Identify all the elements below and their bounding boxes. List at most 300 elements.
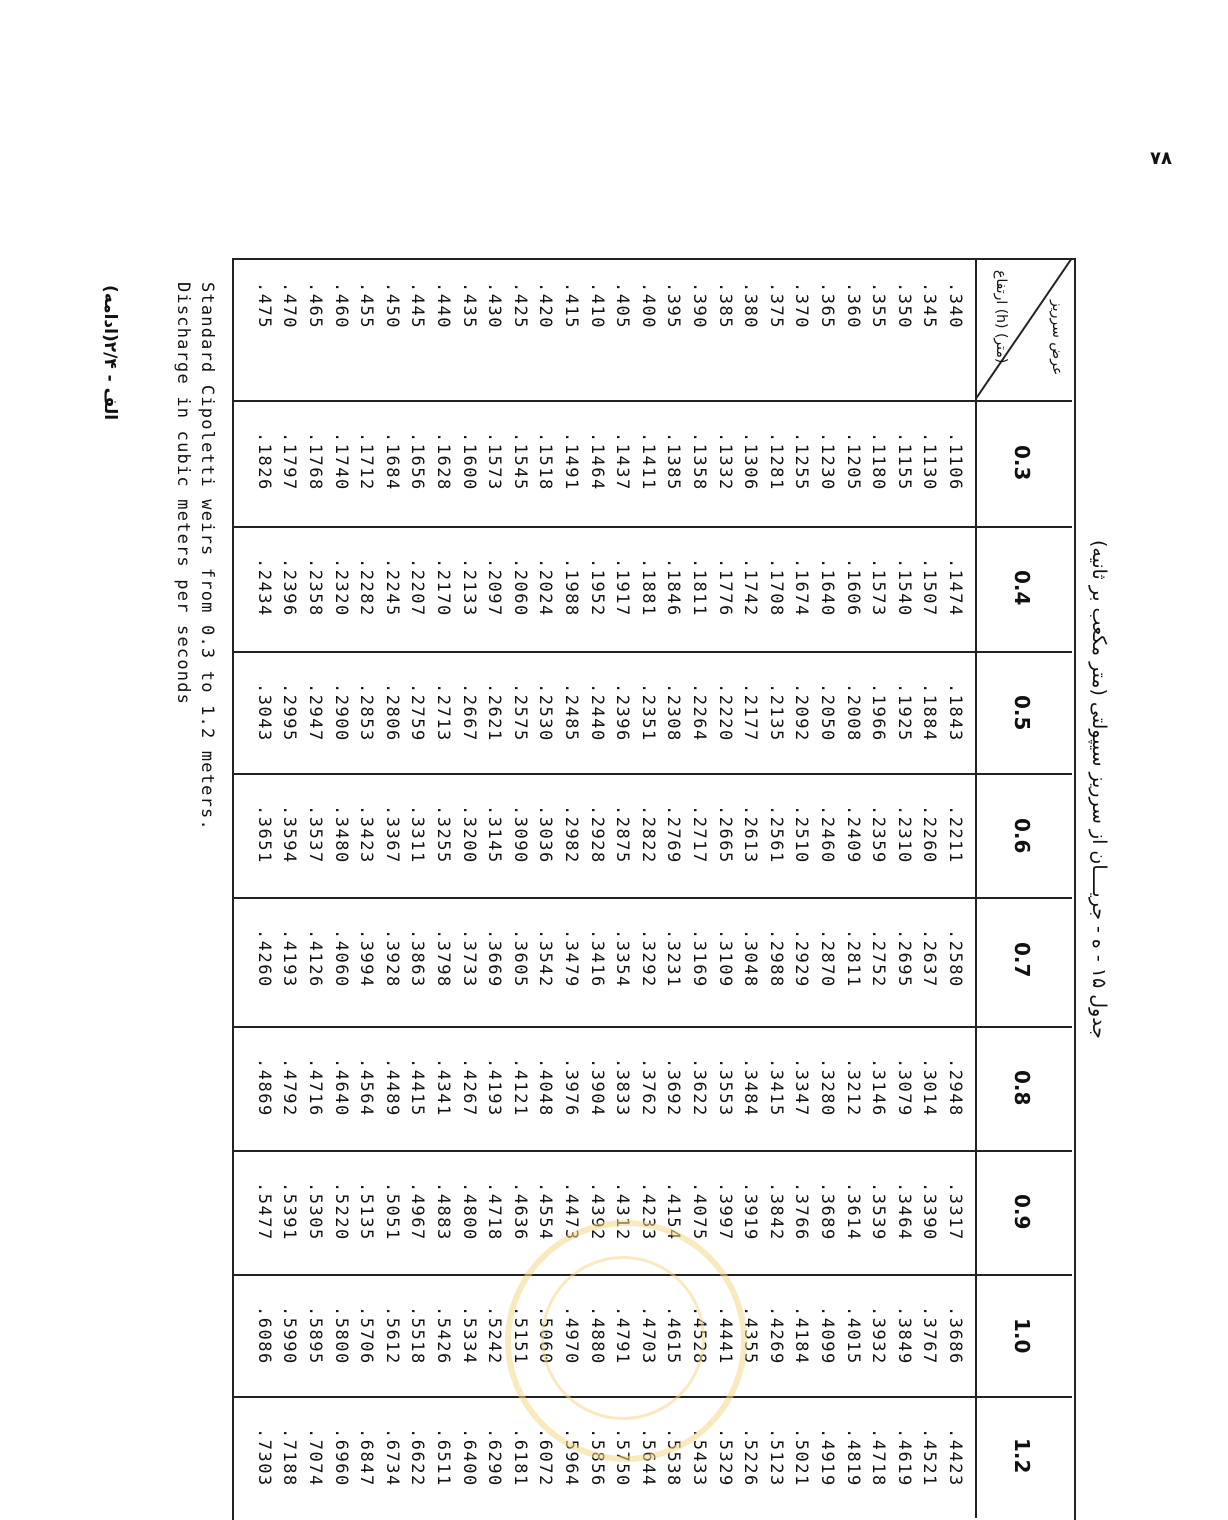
discharge-cell: .2440 <box>586 683 607 742</box>
discharge-cell: .2613 <box>740 805 761 864</box>
height-cell: .360 <box>842 282 863 329</box>
discharge-cell: .1640 <box>817 558 837 617</box>
discharge-cell: .4489 <box>381 1058 402 1117</box>
discharge-cell: .4792 <box>279 1058 300 1117</box>
discharge-cell: .1966 <box>868 683 889 742</box>
discharge-cell: .4819 <box>842 1428 863 1487</box>
discharge-cell: .2995 <box>279 683 300 742</box>
discharge-cell: .1740 <box>330 432 351 491</box>
discharge-cell: .1573 <box>484 432 505 491</box>
height-cell: .435 <box>458 282 479 329</box>
discharge-cell: .2530 <box>535 683 556 742</box>
discharge-cell: .3651 <box>253 805 274 864</box>
height-cell: .350 <box>893 282 914 329</box>
discharge-cell: .1952 <box>586 558 607 617</box>
discharge-cell: .3048 <box>740 929 761 988</box>
discharge-cell: .1230 <box>817 432 837 491</box>
discharge-cell: .3798 <box>433 929 453 988</box>
discharge-cell: .2260 <box>919 805 940 864</box>
discharge-cell: .1573 <box>868 558 889 617</box>
discharge-cell: .5895 <box>305 1306 325 1365</box>
discharge-cell: .2310 <box>893 805 914 864</box>
discharge-cell: .2875 <box>612 805 633 864</box>
discharge-cell: .6072 <box>535 1428 556 1487</box>
discharge-cell: .2947 <box>305 683 325 742</box>
discharge-cell: .4260 <box>253 929 274 988</box>
discharge-cell: .2769 <box>663 805 684 864</box>
discharge-cell: .1674 <box>791 558 812 617</box>
height-cell: .440 <box>433 282 453 329</box>
discharge-cell: .4718 <box>868 1428 889 1487</box>
discharge-cell: .3542 <box>535 929 556 988</box>
discharge-cell: .2170 <box>433 558 453 617</box>
discharge-cell: .6400 <box>458 1428 479 1487</box>
discharge-cell: .5334 <box>458 1306 479 1365</box>
discharge-cell: .3079 <box>893 1058 914 1117</box>
discharge-cell: .5021 <box>791 1428 812 1487</box>
discharge-cell: .1708 <box>765 558 786 617</box>
discharge-cell: .2264 <box>689 683 709 742</box>
page-number: ۷۸ <box>1150 148 1172 169</box>
discharge-cell: .2713 <box>433 683 453 742</box>
discharge-cell: .4126 <box>305 929 325 988</box>
discharge-cell: .4619 <box>893 1428 914 1487</box>
discharge-cell: .5990 <box>279 1306 300 1365</box>
discharge-cell: .3423 <box>356 805 377 864</box>
discharge-cell: .1797 <box>279 432 300 491</box>
discharge-cell: .7303 <box>253 1428 274 1487</box>
column-divider <box>232 773 1072 775</box>
discharge-cell: .2050 <box>817 683 837 742</box>
discharge-cell: .3614 <box>842 1182 863 1241</box>
discharge-cell: .1474 <box>945 558 965 617</box>
discharge-cell: .4716 <box>305 1058 325 1117</box>
discharge-cell: .5151 <box>509 1306 530 1365</box>
column-header-0.9: 0.9 <box>1010 1194 1034 1230</box>
discharge-cell: .1742 <box>740 558 761 617</box>
discharge-cell: .2870 <box>817 929 837 988</box>
discharge-cell: .4967 <box>407 1182 428 1241</box>
discharge-cell: .1255 <box>791 432 812 491</box>
height-cell: .405 <box>612 282 633 329</box>
height-cell: .475 <box>253 282 274 329</box>
discharge-cell: .3689 <box>817 1182 837 1241</box>
discharge-cell: .5051 <box>381 1182 402 1241</box>
discharge-cell: .5750 <box>612 1428 633 1487</box>
discharge-cell: .4015 <box>842 1306 863 1365</box>
discharge-cell: .2008 <box>842 683 863 742</box>
discharge-cell: .2409 <box>842 805 863 864</box>
discharge-cell: .6847 <box>356 1428 377 1487</box>
discharge-cell: .5220 <box>330 1182 351 1241</box>
discharge-cell: .3280 <box>817 1058 837 1117</box>
discharge-cell: .1656 <box>407 432 428 491</box>
discharge-cell: .1332 <box>714 432 735 491</box>
discharge-cell: .3200 <box>458 805 479 864</box>
discharge-cell: .3480 <box>330 805 351 864</box>
discharge-cell: .1768 <box>305 432 325 491</box>
discharge-cell: .5964 <box>561 1428 581 1487</box>
discharge-cell: .5612 <box>381 1306 402 1365</box>
discharge-cell: .3733 <box>458 929 479 988</box>
discharge-cell: .4883 <box>433 1182 453 1241</box>
discharge-cell: .2948 <box>945 1058 965 1117</box>
discharge-cell: .1846 <box>663 558 684 617</box>
discharge-cell: .1155 <box>893 432 914 491</box>
discharge-cell: .3464 <box>893 1182 914 1241</box>
height-cell: .410 <box>586 282 607 329</box>
discharge-cell: .4193 <box>279 929 300 988</box>
discharge-cell: .2928 <box>586 805 607 864</box>
discharge-cell: .2211 <box>945 805 965 864</box>
discharge-cell: .2752 <box>868 929 889 988</box>
height-cell: .375 <box>765 282 786 329</box>
column-header-1.0: 1.0 <box>1010 1318 1034 1354</box>
height-cell: .380 <box>740 282 761 329</box>
caption-line-2: Discharge in cubic meters per seconds <box>173 282 193 706</box>
discharge-cell: .4060 <box>330 929 351 988</box>
discharge-cell: .4640 <box>330 1058 351 1117</box>
discharge-cell: .3997 <box>714 1182 735 1241</box>
discharge-cell: .5433 <box>689 1428 709 1487</box>
discharge-cell: .2024 <box>535 558 556 617</box>
discharge-cell: .2092 <box>791 683 812 742</box>
discharge-cell: .2822 <box>637 805 658 864</box>
discharge-cell: .4267 <box>458 1058 479 1117</box>
discharge-cell: .2359 <box>868 805 889 864</box>
discharge-cell: .3904 <box>586 1058 607 1117</box>
column-header-0.5: 0.5 <box>1010 695 1034 731</box>
discharge-cell: .4880 <box>586 1306 607 1365</box>
discharge-cell: .6622 <box>407 1428 428 1487</box>
discharge-cell: .3833 <box>612 1058 633 1117</box>
discharge-cell: .2575 <box>509 683 530 742</box>
discharge-cell: .1628 <box>433 432 453 491</box>
discharge-cell: .3976 <box>561 1058 581 1117</box>
discharge-cell: .2177 <box>740 683 761 742</box>
discharge-cell: .3692 <box>663 1058 684 1117</box>
column-divider <box>232 526 1072 528</box>
discharge-cell: .4423 <box>945 1428 965 1487</box>
discharge-cell: .2580 <box>945 929 965 988</box>
discharge-cell: .2396 <box>612 683 633 742</box>
height-cell: .370 <box>791 282 812 329</box>
discharge-cell: .4636 <box>509 1182 530 1241</box>
discharge-cell: .4099 <box>817 1306 837 1365</box>
discharge-cell: .3594 <box>279 805 300 864</box>
discharge-cell: .3390 <box>919 1182 940 1241</box>
discharge-cell: .2396 <box>279 558 300 617</box>
discharge-cell: .2759 <box>407 683 428 742</box>
discharge-cell: .2097 <box>484 558 505 617</box>
discharge-cell: .4970 <box>561 1306 581 1365</box>
height-cell: .425 <box>509 282 530 329</box>
discharge-cell: .4554 <box>535 1182 556 1241</box>
discharge-cell: .1518 <box>535 432 556 491</box>
discharge-cell: .3292 <box>637 929 658 988</box>
discharge-cell: .6960 <box>330 1428 351 1487</box>
discharge-cell: .3145 <box>484 805 505 864</box>
discharge-cell: .6086 <box>253 1306 274 1365</box>
discharge-cell: .2245 <box>381 558 402 617</box>
discharge-cell: .4528 <box>689 1306 709 1365</box>
discharge-cell: .4312 <box>612 1182 633 1241</box>
discharge-cell: .4154 <box>663 1182 684 1241</box>
discharge-cell: .1712 <box>356 432 377 491</box>
discharge-cell: .1358 <box>689 432 709 491</box>
height-cell: .455 <box>356 282 377 329</box>
column-divider <box>232 897 1072 899</box>
discharge-cell: .4718 <box>484 1182 505 1241</box>
discharge-cell: .4233 <box>637 1182 658 1241</box>
discharge-cell: .2637 <box>919 929 940 988</box>
discharge-cell: .5426 <box>433 1306 453 1365</box>
discharge-cell: .1881 <box>637 558 658 617</box>
discharge-cell: .3416 <box>586 929 607 988</box>
discharge-cell: .4564 <box>356 1058 377 1117</box>
discharge-cell: .3479 <box>561 929 581 988</box>
discharge-cell: .7188 <box>279 1428 300 1487</box>
table-number-caption: الف - ۲/۴(ادامه) <box>100 285 120 421</box>
column-header-1.2: 1.2 <box>1010 1438 1034 1474</box>
discharge-cell: .1411 <box>637 432 658 491</box>
discharge-cell: .5135 <box>356 1182 377 1241</box>
discharge-cell: .2351 <box>637 683 658 742</box>
height-cell: .365 <box>817 282 837 329</box>
discharge-cell: .4341 <box>433 1058 453 1117</box>
discharge-cell: .4392 <box>586 1182 607 1241</box>
discharge-cell: .1826 <box>253 432 274 491</box>
discharge-cell: .1811 <box>689 558 709 617</box>
column-divider <box>232 400 1072 402</box>
discharge-cell: .3109 <box>714 929 735 988</box>
discharge-cell: .2853 <box>356 683 377 742</box>
discharge-cell: .1464 <box>586 432 607 491</box>
column-divider <box>232 1026 1072 1028</box>
discharge-cell: .3539 <box>868 1182 889 1241</box>
height-cell: .355 <box>868 282 889 329</box>
discharge-cell: .1917 <box>612 558 633 617</box>
height-cell: .465 <box>305 282 325 329</box>
discharge-cell: .4355 <box>740 1306 761 1365</box>
discharge-cell: .2485 <box>561 683 581 742</box>
column-header-0.4: 0.4 <box>1010 570 1034 606</box>
discharge-cell: .1491 <box>561 432 581 491</box>
discharge-cell: .5856 <box>586 1428 607 1487</box>
discharge-cell: .4193 <box>484 1058 505 1117</box>
discharge-cell: .2320 <box>330 558 351 617</box>
discharge-cell: .1540 <box>893 558 914 617</box>
discharge-cell: .2900 <box>330 683 351 742</box>
discharge-cell: .2135 <box>765 683 786 742</box>
discharge-cell: .1437 <box>612 432 633 491</box>
discharge-cell: .5060 <box>535 1306 556 1365</box>
discharge-cell: .5477 <box>253 1182 274 1241</box>
discharge-cell: .2207 <box>407 558 428 617</box>
discharge-cell: .5226 <box>740 1428 761 1487</box>
column-divider <box>232 651 1072 653</box>
discharge-cell: .1925 <box>893 683 914 742</box>
column-header-0.7: 0.7 <box>1010 942 1034 978</box>
height-cell: .460 <box>330 282 351 329</box>
height-cell: .445 <box>407 282 428 329</box>
watermark-stamp <box>505 1220 747 1462</box>
discharge-cell: .2806 <box>381 683 402 742</box>
discharge-cell: .3669 <box>484 929 505 988</box>
discharge-cell: .5706 <box>356 1306 377 1365</box>
column-header-0.6: 0.6 <box>1010 818 1034 854</box>
discharge-cell: .2434 <box>253 558 274 617</box>
discharge-cell: .3863 <box>407 929 428 988</box>
discharge-cell: .1205 <box>842 432 863 491</box>
discharge-cell: .3767 <box>919 1306 940 1365</box>
discharge-cell: .1106 <box>945 432 965 491</box>
discharge-cell: .3928 <box>381 929 402 988</box>
discharge-cell: .4919 <box>817 1428 837 1487</box>
discharge-cell: .3354 <box>612 929 633 988</box>
discharge-cell: .4269 <box>765 1306 786 1365</box>
height-cell: .430 <box>484 282 505 329</box>
discharge-cell: .4615 <box>663 1306 684 1365</box>
discharge-cell: .3212 <box>842 1058 863 1117</box>
discharge-cell: .1281 <box>765 432 786 491</box>
discharge-cell: .3842 <box>765 1182 786 1241</box>
discharge-cell: .3537 <box>305 805 325 864</box>
corner-header-top: عرض سرریز <box>1049 300 1065 376</box>
discharge-cell: .2667 <box>458 683 479 742</box>
discharge-cell: .3014 <box>919 1058 940 1117</box>
discharge-cell: .1988 <box>561 558 581 617</box>
column-header-0.3: 0.3 <box>1010 445 1034 481</box>
discharge-cell: .5123 <box>765 1428 786 1487</box>
discharge-cell: .2695 <box>893 929 914 988</box>
discharge-cell: .2665 <box>714 805 735 864</box>
discharge-cell: .2929 <box>791 929 812 988</box>
discharge-cell: .1385 <box>663 432 684 491</box>
column-divider <box>232 1150 1072 1152</box>
discharge-cell: .1776 <box>714 558 735 617</box>
header-row-separator <box>975 258 977 1518</box>
discharge-cell: .3766 <box>791 1182 812 1241</box>
discharge-cell: .3367 <box>381 805 402 864</box>
discharge-cell: .3686 <box>945 1306 965 1365</box>
discharge-cell: .3036 <box>535 805 556 864</box>
discharge-cell: .2460 <box>817 805 837 864</box>
discharge-cell: .2060 <box>509 558 530 617</box>
height-cell: .415 <box>561 282 581 329</box>
discharge-cell: .2282 <box>356 558 377 617</box>
discharge-cell: .1884 <box>919 683 940 742</box>
discharge-cell: .4184 <box>791 1306 812 1365</box>
discharge-cell: .6290 <box>484 1428 505 1487</box>
discharge-cell: .2308 <box>663 683 684 742</box>
discharge-cell: .1130 <box>919 432 940 491</box>
discharge-cell: .1684 <box>381 432 402 491</box>
discharge-cell: .2982 <box>561 805 581 864</box>
discharge-cell: .3347 <box>791 1058 812 1117</box>
discharge-cell: .3146 <box>868 1058 889 1117</box>
discharge-cell: .5329 <box>714 1428 735 1487</box>
table-title: جدول ۱۵ - ه - جریــــان از سرریز سیپولتی (متر مکعب بر ثانیه) <box>1088 540 1110 1039</box>
discharge-cell: .7074 <box>305 1428 325 1487</box>
discharge-cell: .1600 <box>458 432 479 491</box>
height-cell: .345 <box>919 282 940 329</box>
discharge-cell: .2358 <box>305 558 325 617</box>
discharge-cell: .4800 <box>458 1182 479 1241</box>
caption-line-1: Standard Cipoletti weirs from 0.3 to 1.2 meters. <box>197 282 217 831</box>
discharge-cell: .5518 <box>407 1306 428 1365</box>
discharge-cell: .6734 <box>381 1428 402 1487</box>
discharge-cell: .3043 <box>253 683 274 742</box>
discharge-cell: .6511 <box>433 1428 453 1487</box>
discharge-cell: .4869 <box>253 1058 274 1117</box>
corner-header-bottom: ارتفاع (h) (متر) <box>993 270 1009 364</box>
discharge-cell: .3919 <box>740 1182 761 1241</box>
discharge-cell: .1843 <box>945 683 965 742</box>
discharge-cell: .3622 <box>689 1058 709 1117</box>
discharge-cell: .3090 <box>509 805 530 864</box>
discharge-cell: .4048 <box>535 1058 556 1117</box>
discharge-cell: .2717 <box>689 805 709 864</box>
discharge-cell: .2988 <box>765 929 786 988</box>
discharge-cell: .2621 <box>484 683 505 742</box>
discharge-cell: .2133 <box>458 558 479 617</box>
discharge-cell: .5800 <box>330 1306 351 1365</box>
discharge-cell: .3231 <box>663 929 684 988</box>
discharge-cell: .5391 <box>279 1182 300 1241</box>
height-cell: .400 <box>637 282 658 329</box>
discharge-cell: .3553 <box>714 1058 735 1117</box>
discharge-cell: .5305 <box>305 1182 325 1241</box>
discharge-cell: .5242 <box>484 1306 505 1365</box>
discharge-cell: .6181 <box>509 1428 530 1487</box>
discharge-cell: .3415 <box>765 1058 786 1117</box>
discharge-cell: .3311 <box>407 805 428 864</box>
discharge-cell: .3255 <box>433 805 453 864</box>
height-cell: .385 <box>714 282 735 329</box>
height-cell: .450 <box>381 282 402 329</box>
discharge-cell: .3317 <box>945 1182 965 1241</box>
discharge-cell: .4703 <box>637 1306 658 1365</box>
discharge-cell: .4521 <box>919 1428 940 1487</box>
discharge-cell: .4415 <box>407 1058 428 1117</box>
discharge-cell: .2561 <box>765 805 786 864</box>
discharge-cell: .1180 <box>868 432 889 491</box>
discharge-cell: .4121 <box>509 1058 530 1117</box>
discharge-cell: .2811 <box>842 929 863 988</box>
discharge-cell: .5538 <box>663 1428 684 1487</box>
height-cell: .420 <box>535 282 556 329</box>
discharge-cell: .5644 <box>637 1428 658 1487</box>
discharge-cell: .3169 <box>689 929 709 988</box>
discharge-cell: .4075 <box>689 1182 709 1241</box>
height-cell: .470 <box>279 282 300 329</box>
discharge-cell: .4791 <box>612 1306 633 1365</box>
discharge-cell: .1606 <box>842 558 863 617</box>
discharge-cell: .2220 <box>714 683 735 742</box>
discharge-cell: .1545 <box>509 432 530 491</box>
height-cell: .395 <box>663 282 684 329</box>
discharge-cell: .3762 <box>637 1058 658 1117</box>
height-cell: .340 <box>945 282 965 329</box>
discharge-cell: .1306 <box>740 432 761 491</box>
column-header-0.8: 0.8 <box>1010 1070 1034 1106</box>
discharge-cell: .3932 <box>868 1306 889 1365</box>
discharge-cell: .4473 <box>561 1182 581 1241</box>
discharge-cell: .1507 <box>919 558 940 617</box>
discharge-cell: .4441 <box>714 1306 735 1365</box>
discharge-cell: .3605 <box>509 929 530 988</box>
